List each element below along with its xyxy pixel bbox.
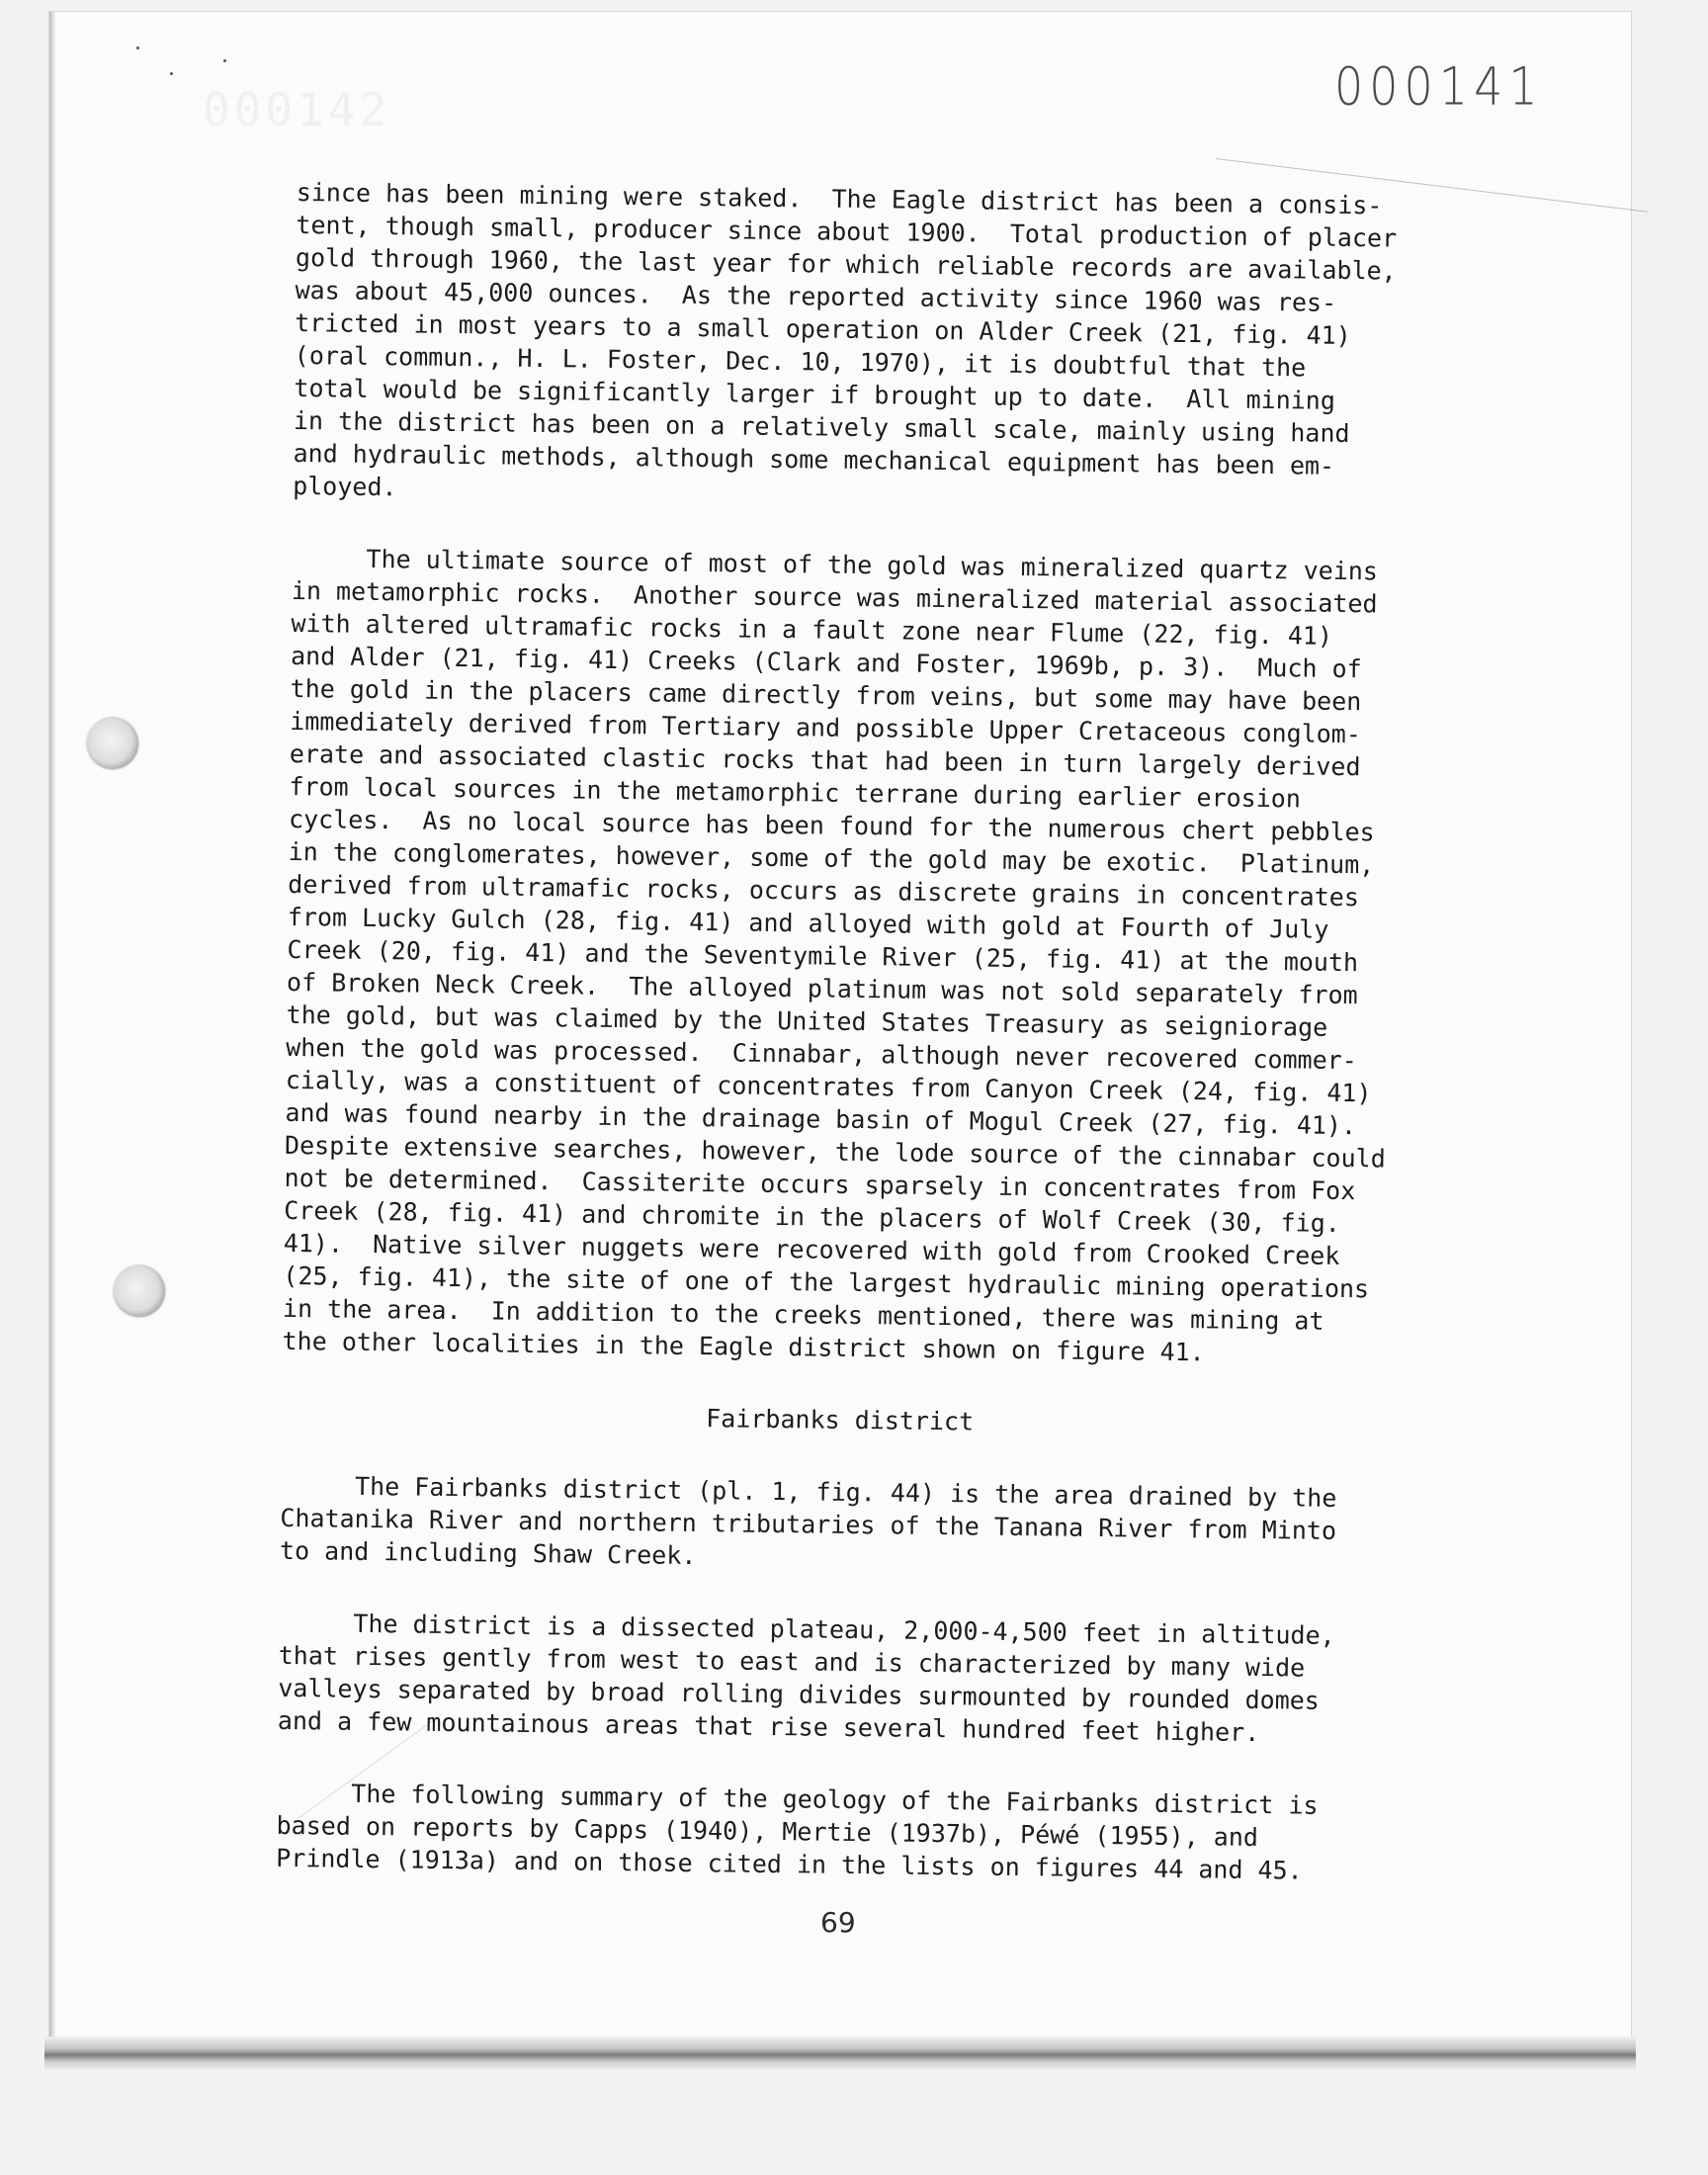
- paragraph-fairbanks-plateau: The district is a dissected plateau, 2,000-4,500 feet in altitude, that rises gently from west to east and is characterized by many wide valleys separated by broad rolling divides surmounted by rounded domes and a few mountainous areas that rise several hundred feet higher.: [277, 1608, 1335, 1748]
- dust-speck: [136, 46, 139, 49]
- paragraph-fairbanks-references: The following summary of the geology of the Fairbanks district is based on reports by Capps (1940), Mertie (1937b), Péwé (1955), and Prindle (1913a) and on those cited in the lists on figures 44 and 45.: [276, 1778, 1319, 1885]
- punch-hole: [87, 718, 138, 769]
- dust-speck: [223, 59, 226, 62]
- section-heading-fairbanks: Fairbanks district: [706, 1404, 975, 1436]
- page-left-edge: [49, 12, 55, 2053]
- paragraph-fairbanks-area: The Fairbanks district (pl. 1, fig. 44) is the area drained by the Chatanika River and northern tributaries of the Tanana River from Minto to and including Shaw Creek.: [279, 1470, 1337, 1571]
- page-number: 69: [820, 1906, 856, 1939]
- document-control-number: 000141: [1334, 54, 1544, 118]
- page-bottom-edge: [44, 2037, 1636, 2070]
- bleed-through-stamp: 000142: [203, 83, 391, 136]
- paragraph-gold-source: The ultimate source of most of the gold was mineralized quartz veins in metamorphic rocks. Another source was mineralized material associated with altered ultramafic rocks in a fault zone near Flume (22, fig. 41) and Alder (21, fig. 41) Creeks (Clark and Foster, 1969b, p. 3). Much of the gold in the placers came directly from veins, but some may have been immediately derived from Tertiary and possible Upper Cretaceous conglom- erate and associated clastic rocks that had been in turn largely derived from local sources in the metamorphic terrane during earlier erosion cycles. As no local source has been found for the numerous chert pebbles in the conglomerates, however, some of the gold may be exotic. Platinum, derived from ultramafic rocks, occurs as discrete grains in concentrates from Lucky Gulch (28, fig. 41) and alloyed with gold at Fourth of July Creek (20, fig. 41) and the Seventymile River (25, fig. 41) at the mouth of Broken Neck Creek. The alloyed platinum was not sold separately from the gold, but was claimed by the United States Treasury as seigniorage when the gold was processed. Cinnabar, although never recovered commer- cially, was a constituent of concentrates from Canyon Creek (24, fig. 41) and was found nearby in the drainage basin of Mogul Creek (27, fig. 41). Despite extensive searches, however, the lode source of the cinnabar could not be determined. Cassiterite occurs sparsely in concentrates from Fox Creek (28, fig. 41) and chromite in the placers of Wolf Creek (30, fig. 41). Native silver nuggets were recovered with gold from Crooked Creek (25, fig. 41), the site of one of the largest hydraulic mining operations in the area. In addition to the creeks mentioned, there was mining at the other localities in the Eagle district shown on figure 41.: [282, 543, 1386, 1367]
- body-text: [276, 176, 1532, 1929]
- paragraph-eagle-production: since has been mining were staked. The Eagle district has been a consis- tent, though small, producer since about 1900. Total production of placer gold through 1960, the last year for which reliable records are available, was about 45,000 ounces. As the reported activity since 1960 was res- tricted in most years to a small operation on Alder Creek (21, fig. 41) (oral commun., H. L. Foster, Dec. 10, 1970), it is doubtful that the total would be significantly larger if brought up to date. All mining in the district has been on a relatively small scale, mainly using hand and hydraulic methods, although some mechanical equipment has been em- ployed.: [292, 177, 1398, 502]
- dust-speck: [170, 72, 173, 75]
- punch-hole: [114, 1265, 165, 1317]
